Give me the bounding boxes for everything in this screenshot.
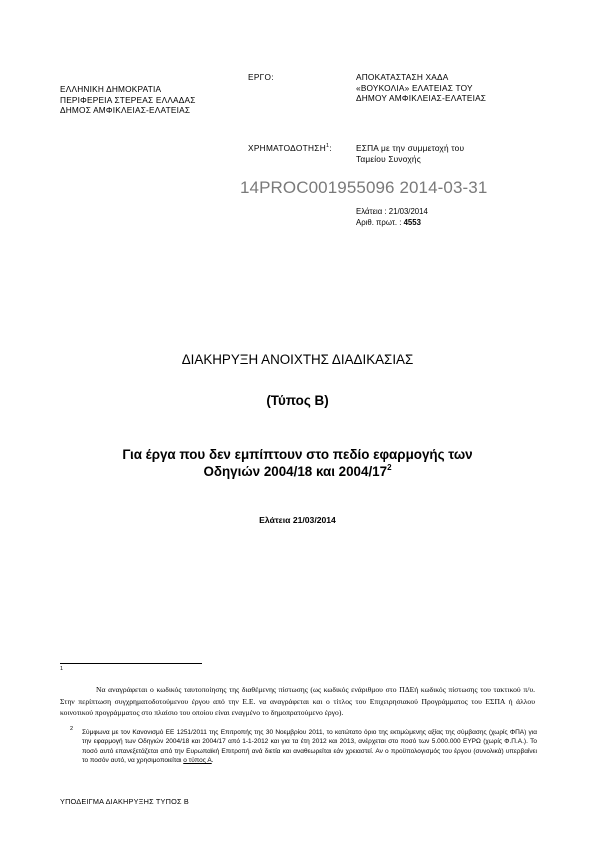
authority-municipality: ΔΗΜΟΣ ΑΜΦΙΚΛΕΙΑΣ-ΕΛΑΤΕΙΑΣ: [60, 105, 191, 115]
authority-country: ΕΛΛΗΝΙΚΗ ΔΗΜΟΚΡΑΤΙΑ: [60, 84, 162, 94]
document-meta: [356, 206, 428, 228]
project-line-1: ΑΠΟΚΑΤΑΣΤΑΣΗ ΧΑΔΑ: [356, 72, 449, 82]
procedure-type: (Τύπος Β): [266, 393, 329, 408]
protocol-label: Αριθ. πρωτ. :: [356, 218, 404, 227]
scope-line-2-text: Οδηγιών 2004/18 και 2004/17: [203, 464, 388, 479]
footnote-2-text: [82, 728, 537, 766]
footnote-1-text: Να αναγράφεται ο κωδικός ταυτοποίησης της διαθέμενης πίστωσης (ως κωδικός ενάριθμου στο ΠΔΕή κωδικός πίστωσης του τακτικού π/υ. Στην περίπτωση συγχρηματοδοτούμενου έργου από την Ε.Ε. να αναγράφεται και ο τίτλος του Επιχειρησιακού Προγράμματος του ΕΣΠΑ ή άλλου κοινοτικού προγράμματος στο πλαίσιο του οποίου είναι εναγμένο το δημοπρατούμενο έργο).: [60, 685, 535, 717]
meta-protocol: [356, 217, 428, 228]
funding-line-1: ΕΣΠΑ με την συμμετοχή του: [356, 143, 465, 153]
funding-label-colon: :: [329, 143, 332, 153]
project-line-3: ΔΗΜΟΥ ΑΜΦΙΚΛΕΙΑΣ-ΕΛΑΤΕΙΑΣ: [356, 93, 487, 103]
scope-heading: [0, 446, 595, 480]
authority-region: ΠΕΡΙΦΕΡΕΙΑ ΣΤΕΡΕΑΣ ΕΛΛΑΔΑΣ: [60, 94, 196, 105]
footnote-2-end: .: [211, 757, 214, 765]
scope-footnote-ref: 2: [387, 463, 392, 472]
adam-code: 14PROC001955096 2014-03-31: [240, 178, 488, 197]
page-footer: ΥΠΟΔΕΙΓΜΑ ΔΙΑΚΗΡΥΞΗΣ ΤΥΠΟΣ Β: [60, 797, 189, 806]
funding-label: [248, 143, 332, 153]
funding-footnote-ref: 1: [326, 143, 330, 150]
footnote-1-number: 1: [60, 666, 64, 672]
contracting-authority: [60, 84, 196, 116]
scope-line-2: [0, 463, 595, 480]
declaration-date: Ελάτεια 21/03/2014: [259, 515, 336, 525]
project-value: [356, 72, 536, 104]
project-line-2: «ΒΟΥΚΟΛΙΑ» ΕΛΑΤΕΙΑΣ ΤΟΥ: [356, 82, 473, 93]
project-label: ΕΡΓΟ:: [248, 72, 274, 82]
footnote-2-number: 2: [70, 726, 74, 732]
funding-line-2: Ταμείου Συνοχής: [356, 153, 421, 164]
page-title: ΔΙΑΚΗΡΥΞΗ ΑΝΟΙΧΤΗΣ ΔΙΑΔΙΚΑΣΙΑΣ: [181, 352, 414, 367]
footnote-2-body: Σύμφωνα με τον Κανονισμό ΕΕ 1251/2011 της Επιτροπής της 30 Νοεμβρίου 2011, το κατώτατο όριο της εκτιμώμενης αξίας της σύμβασης (χωρίς ΦΠΑ) για την εφαρμογή των Οδηγιών 2004/18 και 2004/17 από 1-1-2012 και για τα έτη 2012 και 2013, ανέρχεται στο ποσό των 5.000.000 ΕΥΡΩ (χωρίς Φ.Π.Α.). Το ποσό αυτό επανεξετάζεται από την Ευρωπαϊκή Επιτροπή ανά διετία και αναθεωρείται εάν χρειαστεί. Αν ο προϋπολογισμός του έργου (συνολικά) υπερβαίνει το ποσόν αυτό, να χρησιμοποιείται: [82, 729, 537, 765]
funding-value: [356, 143, 536, 164]
protocol-number: 4553: [403, 218, 421, 227]
funding-label-text: ΧΡΗΜΑΤΟΔΟΤΗΣΗ: [248, 143, 326, 153]
footnote-separator: [60, 663, 202, 664]
scope-line-1: Για έργα που δεν εμπίπτουν στο πεδίο εφαρμογής των: [122, 447, 473, 462]
footnote-2-type-a-link: ο τύπος Α: [183, 757, 212, 765]
meta-date: Ελάτεια : 21/03/2014: [356, 207, 428, 216]
